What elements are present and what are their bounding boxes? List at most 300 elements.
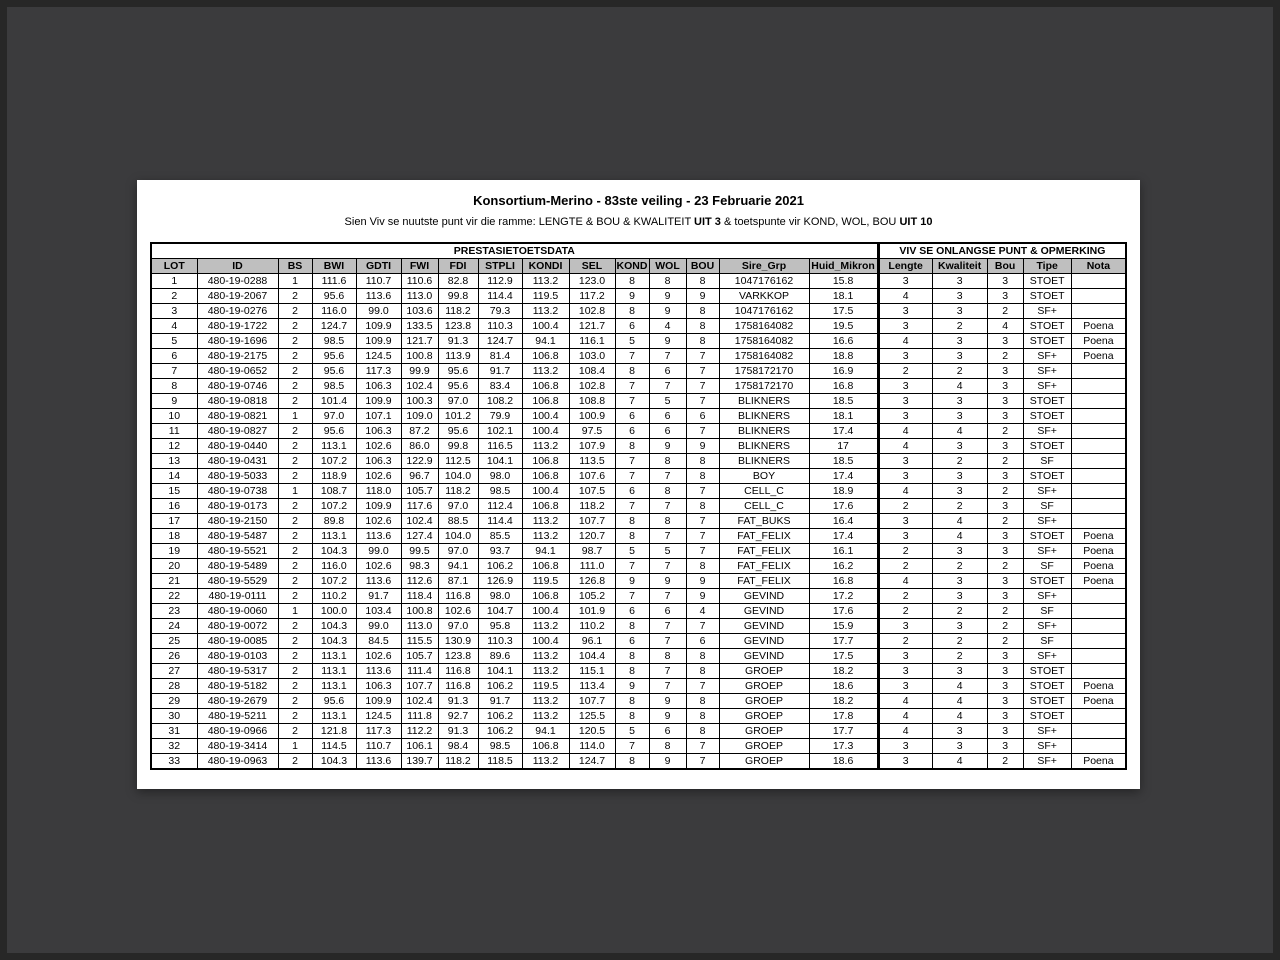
table-cell: 3	[987, 334, 1023, 349]
table-cell: SF	[1023, 604, 1071, 619]
table-cell: 2	[278, 529, 312, 544]
table-cell: 3	[878, 529, 932, 544]
table-cell: 2	[932, 559, 987, 574]
table-cell: 102.6	[356, 559, 401, 574]
table-cell: 113.6	[356, 574, 401, 589]
table-cell: 121.7	[569, 319, 615, 334]
subtitle-bold-uit10: UIT 10	[899, 216, 933, 228]
column-header-lot: LOT	[151, 259, 197, 274]
table-cell: 102.6	[356, 469, 401, 484]
table-cell: 2	[278, 514, 312, 529]
table-cell: 7	[686, 484, 719, 499]
table-cell: 139.7	[401, 754, 438, 770]
table-cell: 23	[151, 604, 197, 619]
table-cell: 3	[878, 649, 932, 664]
table-cell: 7	[686, 514, 719, 529]
table-cell: 7	[615, 469, 649, 484]
table-row	[151, 649, 1126, 664]
table-cell: 2	[278, 589, 312, 604]
table-cell: 30	[151, 709, 197, 724]
table-cell: 18.1	[809, 409, 878, 424]
table-row	[151, 514, 1126, 529]
table-cell: 2	[932, 499, 987, 514]
table-cell: 7	[649, 499, 686, 514]
table-cell: Poena	[1071, 544, 1126, 559]
table-cell: 480-19-0738	[197, 484, 278, 499]
table-cell: 2	[987, 349, 1023, 364]
table-cell: 2	[987, 559, 1023, 574]
table-cell: 111.0	[569, 559, 615, 574]
table-cell: 108.8	[569, 394, 615, 409]
table-cell: 113.2	[522, 709, 569, 724]
table-cell: 114.0	[569, 739, 615, 754]
table-cell: Poena	[1071, 679, 1126, 694]
table-cell: 95.6	[312, 364, 356, 379]
table-cell: 107.7	[569, 514, 615, 529]
table-cell: 2	[878, 364, 932, 379]
table-cell: 15	[151, 484, 197, 499]
column-header-huid_mikron: Huid_Mikron	[809, 259, 878, 274]
table-cell	[1071, 604, 1126, 619]
column-header-stpli: STPLI	[478, 259, 522, 274]
table-row	[151, 484, 1126, 499]
table-cell: CELL_C	[719, 499, 809, 514]
table-cell: 133.5	[401, 319, 438, 334]
table-cell: 115.1	[569, 664, 615, 679]
table-cell: 480-19-0072	[197, 619, 278, 634]
table-cell: 17.8	[809, 709, 878, 724]
table-cell: 111.6	[312, 274, 356, 289]
table-cell: 97.0	[438, 619, 478, 634]
table-cell: FAT_FELIX	[719, 574, 809, 589]
table-cell: 102.6	[438, 604, 478, 619]
table-cell: 5	[615, 724, 649, 739]
table-cell: 16	[151, 499, 197, 514]
table-cell: 25	[151, 634, 197, 649]
table-cell: 116.5	[478, 439, 522, 454]
table-row	[151, 544, 1126, 559]
table-row	[151, 694, 1126, 709]
table-cell: 7	[686, 379, 719, 394]
table-cell: 17.3	[809, 739, 878, 754]
dark-desktop-background	[7, 7, 1273, 953]
table-cell: 8	[686, 334, 719, 349]
table-cell: 3	[987, 499, 1023, 514]
table-cell	[1071, 394, 1126, 409]
table-cell: STOET	[1023, 319, 1071, 334]
table-row	[151, 379, 1126, 394]
table-cell: 31	[151, 724, 197, 739]
table-cell: 109.0	[401, 409, 438, 424]
table-cell: 5	[151, 334, 197, 349]
table-cell: 95.6	[312, 424, 356, 439]
table-cell: 126.9	[478, 574, 522, 589]
table-cell: 1758164082	[719, 349, 809, 364]
table-cell: 102.6	[356, 514, 401, 529]
table-cell: 8	[615, 619, 649, 634]
table-cell: 2	[278, 544, 312, 559]
table-cell: 104.3	[312, 544, 356, 559]
table-cell: 117.3	[356, 364, 401, 379]
table-cell: 95.6	[438, 424, 478, 439]
table-cell: 19	[151, 544, 197, 559]
table-cell: 95.6	[312, 349, 356, 364]
table-cell: 4	[987, 319, 1023, 334]
table-cell: 2	[932, 604, 987, 619]
table-cell: 95.6	[312, 694, 356, 709]
table-cell: Poena	[1071, 754, 1126, 770]
table-cell: 7	[686, 679, 719, 694]
table-cell: 7	[615, 589, 649, 604]
table-cell: 7	[615, 499, 649, 514]
table-cell: 3	[987, 274, 1023, 289]
table-cell: 3	[878, 739, 932, 754]
table-cell: 4	[932, 694, 987, 709]
table-row	[151, 604, 1126, 619]
table-cell: 123.8	[438, 319, 478, 334]
table-cell: 111.8	[401, 709, 438, 724]
table-cell: 7	[615, 394, 649, 409]
table-cell: 103.4	[356, 604, 401, 619]
table-cell: 119.5	[522, 289, 569, 304]
table-cell: 28	[151, 679, 197, 694]
table-cell: 1047176162	[719, 274, 809, 289]
table-cell: 16.8	[809, 574, 878, 589]
table-cell: 104.3	[312, 634, 356, 649]
table-cell: STOET	[1023, 289, 1071, 304]
table-cell: 9	[686, 439, 719, 454]
table-cell: 9	[649, 304, 686, 319]
table-cell: 9	[649, 574, 686, 589]
table-cell: 3	[987, 439, 1023, 454]
subtitle-text: & toetspunte vir KOND, WOL, BOU	[720, 216, 900, 228]
table-cell: 112.5	[438, 454, 478, 469]
table-cell: 94.1	[522, 724, 569, 739]
table-cell: 112.6	[401, 574, 438, 589]
table-cell: 9	[649, 439, 686, 454]
table-cell: 480-19-3414	[197, 739, 278, 754]
table-cell: 10	[151, 409, 197, 424]
table-cell: 2	[878, 589, 932, 604]
table-cell: 95.6	[438, 379, 478, 394]
table-cell: 7	[686, 619, 719, 634]
table-cell: 98.7	[569, 544, 615, 559]
table-cell: 113.1	[312, 529, 356, 544]
table-cell: 18.6	[809, 679, 878, 694]
table-cell: 3	[878, 409, 932, 424]
table-cell: 3	[932, 274, 987, 289]
table-cell: 1	[278, 484, 312, 499]
table-cell: 3	[987, 694, 1023, 709]
table-cell: 17.4	[809, 469, 878, 484]
table-cell: 4	[878, 439, 932, 454]
table-cell: 82.8	[438, 274, 478, 289]
table-cell: 97.0	[438, 394, 478, 409]
table-cell: GROEP	[719, 694, 809, 709]
table-cell: 6	[649, 364, 686, 379]
table-cell	[1071, 454, 1126, 469]
table-cell: 6	[615, 424, 649, 439]
table-cell: 120.5	[569, 724, 615, 739]
table-cell: 113.6	[356, 289, 401, 304]
table-cell: 101.4	[312, 394, 356, 409]
table-cell: 3	[878, 664, 932, 679]
table-cell: 8	[686, 274, 719, 289]
table-cell: 100.0	[312, 604, 356, 619]
table-cell: 7	[649, 559, 686, 574]
table-cell: 3	[987, 289, 1023, 304]
table-cell: 109.9	[356, 319, 401, 334]
table-cell: 8	[686, 664, 719, 679]
table-row	[151, 664, 1126, 679]
table-cell: 106.8	[522, 499, 569, 514]
table-cell: 99.9	[401, 364, 438, 379]
table-cell: 480-19-0085	[197, 634, 278, 649]
table-cell: 1	[278, 604, 312, 619]
table-cell: 113.2	[522, 274, 569, 289]
table-cell: 100.4	[522, 484, 569, 499]
table-cell: 113.1	[312, 439, 356, 454]
table-cell: 4	[878, 424, 932, 439]
table-cell: 480-19-2150	[197, 514, 278, 529]
table-cell: 13	[151, 454, 197, 469]
table-cell: 4	[932, 679, 987, 694]
table-cell: STOET	[1023, 439, 1071, 454]
table-cell: SF+	[1023, 364, 1071, 379]
table-cell: 119.5	[522, 679, 569, 694]
table-cell: BLIKNERS	[719, 424, 809, 439]
table-cell: 3	[878, 394, 932, 409]
table-cell: 3	[932, 334, 987, 349]
table-cell: 8	[615, 514, 649, 529]
table-cell: 100.8	[401, 604, 438, 619]
table-cell: 2	[278, 469, 312, 484]
table-cell: 115.5	[401, 634, 438, 649]
table-cell: FAT_FELIX	[719, 544, 809, 559]
table-cell: 106.3	[356, 679, 401, 694]
table-cell: 2	[278, 574, 312, 589]
table-cell: 106.2	[478, 724, 522, 739]
table-cell: 113.6	[356, 754, 401, 770]
table-cell: 9	[649, 289, 686, 304]
table-row	[151, 469, 1126, 484]
table-cell: 1	[278, 739, 312, 754]
table-cell: 120.7	[569, 529, 615, 544]
table-row	[151, 679, 1126, 694]
table-cell: 480-19-0746	[197, 379, 278, 394]
table-cell: 4	[878, 334, 932, 349]
table-cell: 6	[686, 634, 719, 649]
table-cell: STOET	[1023, 274, 1071, 289]
table-cell	[1071, 514, 1126, 529]
table-cell: 3	[878, 319, 932, 334]
table-cell: 8	[615, 304, 649, 319]
table-cell: 5	[615, 544, 649, 559]
group-header-viv-punt-opmerking: VIV SE ONLANGSE PUNT & OPMERKING	[878, 243, 1126, 259]
table-cell	[1071, 724, 1126, 739]
table-cell: 121.7	[401, 334, 438, 349]
table-cell: 83.4	[478, 379, 522, 394]
table-cell: 97.0	[438, 544, 478, 559]
table-cell: STOET	[1023, 574, 1071, 589]
table-cell: 124.7	[312, 319, 356, 334]
table-cell: 2	[278, 394, 312, 409]
table-cell: 480-19-2679	[197, 694, 278, 709]
table-cell: 7	[686, 424, 719, 439]
table-cell: 4	[878, 289, 932, 304]
table-cell: SF+	[1023, 619, 1071, 634]
table-cell: 4	[878, 709, 932, 724]
table-cell: 6	[649, 409, 686, 424]
table-cell: 2	[878, 544, 932, 559]
table-cell: 18.9	[809, 484, 878, 499]
table-cell: 95.6	[438, 364, 478, 379]
table-row	[151, 709, 1126, 724]
table-cell: 118.9	[312, 469, 356, 484]
table-cell: 91.3	[438, 334, 478, 349]
table-cell: 16.1	[809, 544, 878, 559]
table-cell: 112.2	[401, 724, 438, 739]
table-cell: SF	[1023, 499, 1071, 514]
table-cell: 8	[649, 454, 686, 469]
table-cell	[1071, 664, 1126, 679]
table-cell: Poena	[1071, 334, 1126, 349]
table-cell: 109.9	[356, 394, 401, 409]
table-cell: 123.8	[438, 649, 478, 664]
table-cell	[1071, 634, 1126, 649]
table-row	[151, 559, 1126, 574]
table-cell: 8	[615, 649, 649, 664]
table-cell: 3	[932, 409, 987, 424]
table-cell: GROEP	[719, 754, 809, 770]
table-cell: 7	[686, 349, 719, 364]
table-cell: 3	[987, 589, 1023, 604]
table-cell: 3	[878, 619, 932, 634]
table-cell: 3	[878, 679, 932, 694]
table-cell: 8	[686, 319, 719, 334]
table-cell: 18.1	[809, 289, 878, 304]
table-cell: 24	[151, 619, 197, 634]
table-cell: 9	[649, 334, 686, 349]
table-cell: 7	[615, 379, 649, 394]
table-cell: 9	[151, 394, 197, 409]
table-cell: 113.2	[522, 664, 569, 679]
table-cell: 113.2	[522, 754, 569, 770]
table-cell: 480-19-5487	[197, 529, 278, 544]
table-cell: 4	[932, 514, 987, 529]
table-cell: 107.2	[312, 499, 356, 514]
table-cell: STOET	[1023, 394, 1071, 409]
table-cell: STOET	[1023, 469, 1071, 484]
table-cell	[1071, 709, 1126, 724]
table-cell: 113.0	[401, 619, 438, 634]
document-page	[137, 180, 1140, 789]
table-cell: 480-19-0827	[197, 424, 278, 439]
table-cell: 3	[987, 379, 1023, 394]
table-cell: 7	[649, 634, 686, 649]
table-cell: 123.0	[569, 274, 615, 289]
table-cell: 480-19-0111	[197, 589, 278, 604]
table-cell: 108.4	[569, 364, 615, 379]
table-cell: 106.2	[478, 709, 522, 724]
table-cell: 3	[987, 739, 1023, 754]
table-cell: 113.2	[522, 304, 569, 319]
table-cell: 106.8	[522, 559, 569, 574]
table-cell: 117.2	[569, 289, 615, 304]
table-cell: 3	[932, 724, 987, 739]
table-cell: 2	[987, 484, 1023, 499]
table-cell: STOET	[1023, 409, 1071, 424]
table-cell: 106.3	[356, 379, 401, 394]
table-cell: 125.5	[569, 709, 615, 724]
table-cell: 8	[615, 274, 649, 289]
table-cell: 16.6	[809, 334, 878, 349]
table-cell: 1758164082	[719, 319, 809, 334]
table-cell: 117.6	[401, 499, 438, 514]
table-cell: 17.5	[809, 649, 878, 664]
table-cell: 104.1	[478, 454, 522, 469]
table-cell: 116.0	[312, 304, 356, 319]
table-cell: 7	[615, 739, 649, 754]
table-cell: 113.1	[312, 679, 356, 694]
table-cell: 8	[686, 559, 719, 574]
table-cell: 2	[878, 634, 932, 649]
table-cell: 117.3	[356, 724, 401, 739]
table-cell: 79.3	[478, 304, 522, 319]
table-cell: 8	[686, 649, 719, 664]
table-cell: 100.4	[522, 604, 569, 619]
table-cell: 8	[615, 694, 649, 709]
table-cell: 92.7	[438, 709, 478, 724]
table-cell: 110.2	[312, 589, 356, 604]
table-cell: 100.9	[569, 409, 615, 424]
table-cell: 95.6	[312, 289, 356, 304]
table-cell: BLIKNERS	[719, 394, 809, 409]
table-cell: 7	[649, 349, 686, 364]
table-cell: 110.7	[356, 274, 401, 289]
table-cell: 113.2	[522, 364, 569, 379]
table-cell: 480-19-0966	[197, 724, 278, 739]
table-cell: 98.5	[478, 484, 522, 499]
column-header-bou: BOU	[686, 259, 719, 274]
table-cell: 110.6	[401, 274, 438, 289]
table-cell: 79.9	[478, 409, 522, 424]
table-cell	[1071, 589, 1126, 604]
table-cell: 91.3	[438, 694, 478, 709]
table-cell: 8	[686, 724, 719, 739]
table-cell: 1758172170	[719, 364, 809, 379]
table-cell: 106.3	[356, 424, 401, 439]
table-cell	[1071, 409, 1126, 424]
table-cell: 3	[987, 664, 1023, 679]
table-cell: 108.2	[478, 394, 522, 409]
table-cell: 18.8	[809, 349, 878, 364]
column-header-kwaliteit: Kwaliteit	[932, 259, 987, 274]
table-cell: GROEP	[719, 724, 809, 739]
table-cell: 121.8	[312, 724, 356, 739]
table-cell: 7	[615, 454, 649, 469]
table-cell: 100.4	[522, 634, 569, 649]
table-row	[151, 454, 1126, 469]
table-cell: 17.4	[809, 424, 878, 439]
table-cell: 480-19-2067	[197, 289, 278, 304]
table-cell: 18.2	[809, 664, 878, 679]
table-cell: 106.8	[522, 469, 569, 484]
table-cell	[1071, 484, 1126, 499]
table-cell: 4	[649, 319, 686, 334]
table-cell: 3	[932, 394, 987, 409]
table-cell: 2	[278, 439, 312, 454]
